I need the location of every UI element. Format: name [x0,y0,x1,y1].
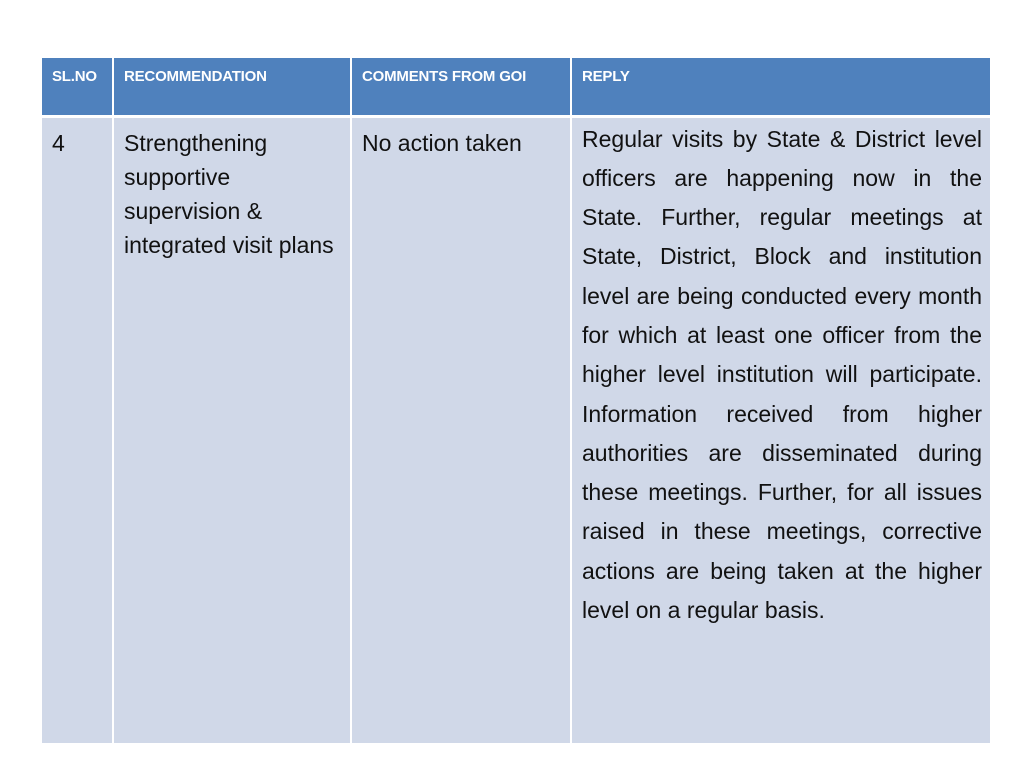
table-row [42,116,990,743]
header-sl-no: SL.NO [42,58,113,116]
header-recommendation: RECOMMENDATION [113,58,351,116]
header-row [42,58,990,116]
header-reply: REPLY [571,58,990,116]
cell-reply: Regular visits by State & District level officers are happening now in the State. Further, regular meetings at State, District, Block and institution level are being conducted every month for which at least one officer from the higher level institution will participate. Information received from higher authorities are disseminated during these meetings. Further, for all issues raised in these meetings, corrective actions are being taken at the higher level on a regular basis. [571,116,990,743]
header-comments-from-goi: COMMENTS FROM GOI [351,58,571,116]
recommendation-table [42,58,990,743]
cell-sl-no: 4 [42,116,113,743]
cell-comments: No action taken [351,116,571,743]
cell-recommendation: Strengthening supportive supervision & integrated visit plans [113,116,351,743]
